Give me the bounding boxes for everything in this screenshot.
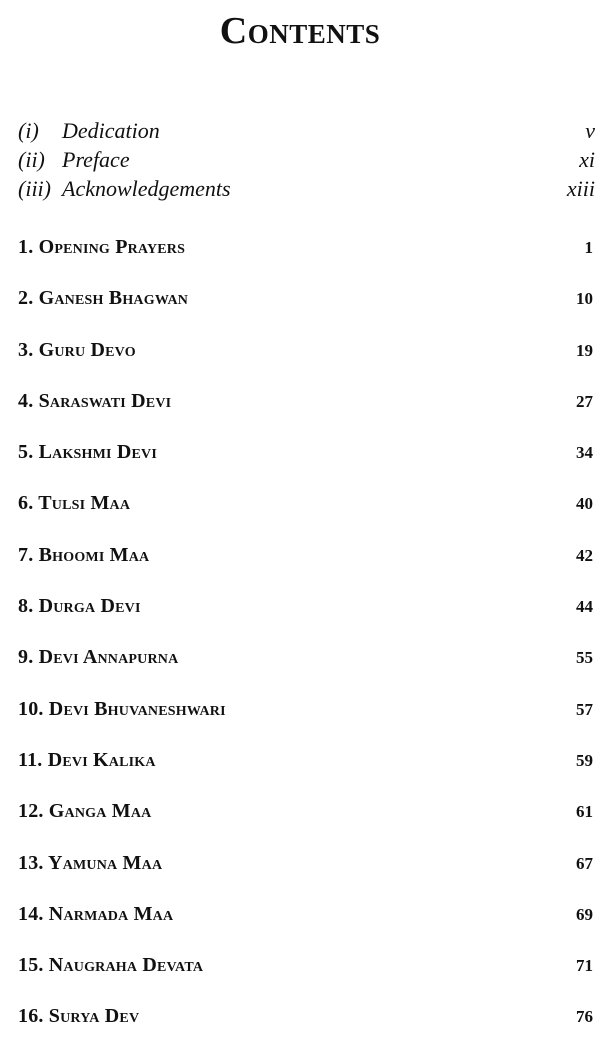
- chapter-page: 42: [576, 545, 593, 565]
- chapter-title: 7. Bhoomi Maa: [18, 543, 150, 566]
- chapter-title: 8. Durga Devi: [18, 595, 141, 618]
- chapter-page: 10: [576, 289, 593, 309]
- chapter-page: 57: [576, 699, 593, 719]
- chapter-title: 16. Surya Dev: [18, 1005, 140, 1028]
- chapter-title: 3. Guru Devo: [18, 338, 136, 361]
- front-matter-label: Acknowledgements: [62, 176, 231, 201]
- chapter-title: 15. Naugraha Devata: [18, 954, 204, 977]
- chapter-item[interactable]: [18, 646, 593, 697]
- chapter-title: 12. Ganga Maa: [18, 800, 152, 823]
- chapter-item[interactable]: [18, 1005, 593, 1056]
- chapter-title: 1. Opening Prayers: [18, 236, 186, 258]
- chapter-item[interactable]: [18, 800, 593, 851]
- chapter-page: 71: [576, 956, 593, 976]
- front-matter-item-acknowledgements[interactable]: [18, 176, 595, 205]
- front-matter-page: xi: [579, 147, 595, 172]
- chapter-title: 6. Tulsi Maa: [18, 492, 131, 515]
- front-matter-page: xiii: [566, 176, 595, 201]
- front-matter-number: (i): [18, 118, 39, 143]
- front-matter-item-dedication[interactable]: [18, 118, 595, 147]
- front-matter-list: [18, 118, 595, 205]
- chapter-title: 10. Devi Bhuvaneshwari: [18, 697, 226, 720]
- chapter-title: 2. Ganesh Bhagwan: [18, 287, 189, 310]
- chapter-page: 76: [576, 1007, 593, 1027]
- chapter-page: 40: [576, 494, 593, 514]
- chapter-list: [18, 236, 593, 1057]
- chapter-page: 19: [576, 340, 593, 360]
- chapter-item[interactable]: [18, 852, 593, 903]
- chapter-page: 67: [576, 853, 593, 873]
- chapter-title: 9. Devi Annapurna: [18, 646, 179, 669]
- chapter-item[interactable]: [18, 698, 593, 749]
- front-matter-entry: [18, 118, 160, 144]
- chapter-title: 13. Yamuna Maa: [18, 851, 163, 874]
- chapter-item[interactable]: [18, 339, 593, 390]
- chapter-title: 5. Lakshmi Devi: [18, 441, 158, 464]
- chapter-item[interactable]: [18, 390, 593, 441]
- chapter-item[interactable]: [18, 441, 593, 492]
- front-matter-number: (iii): [18, 176, 51, 201]
- chapter-page: 34: [576, 443, 593, 463]
- chapter-page: 27: [576, 391, 593, 411]
- chapter-title: 14. Narmada Maa: [18, 902, 174, 925]
- chapter-page: 69: [576, 904, 593, 924]
- chapter-item[interactable]: [18, 236, 593, 287]
- chapter-page: 55: [576, 648, 593, 668]
- chapter-page: 44: [576, 597, 593, 617]
- page-title: Contents: [219, 10, 381, 52]
- chapter-item[interactable]: [18, 954, 593, 1005]
- chapter-item[interactable]: [18, 903, 593, 954]
- chapter-item[interactable]: [18, 287, 593, 338]
- chapter-title: 4. Saraswati Devi: [18, 389, 172, 412]
- chapter-item[interactable]: [18, 492, 593, 543]
- chapter-item[interactable]: [18, 544, 593, 595]
- front-matter-entry: [18, 147, 130, 173]
- front-matter-number: (ii): [18, 147, 45, 172]
- front-matter-page: v: [585, 118, 595, 143]
- front-matter-item-preface[interactable]: [18, 147, 595, 176]
- chapter-page: 61: [576, 802, 593, 822]
- front-matter-label: Preface: [62, 147, 130, 172]
- chapter-page: 59: [576, 750, 593, 770]
- chapter-page: 1: [584, 238, 593, 257]
- chapter-title: 11. Devi Kalika: [18, 748, 156, 771]
- chapter-item[interactable]: [18, 595, 593, 646]
- front-matter-entry: [18, 176, 231, 202]
- front-matter-label: Dedication: [62, 118, 160, 143]
- chapter-item[interactable]: [18, 749, 593, 800]
